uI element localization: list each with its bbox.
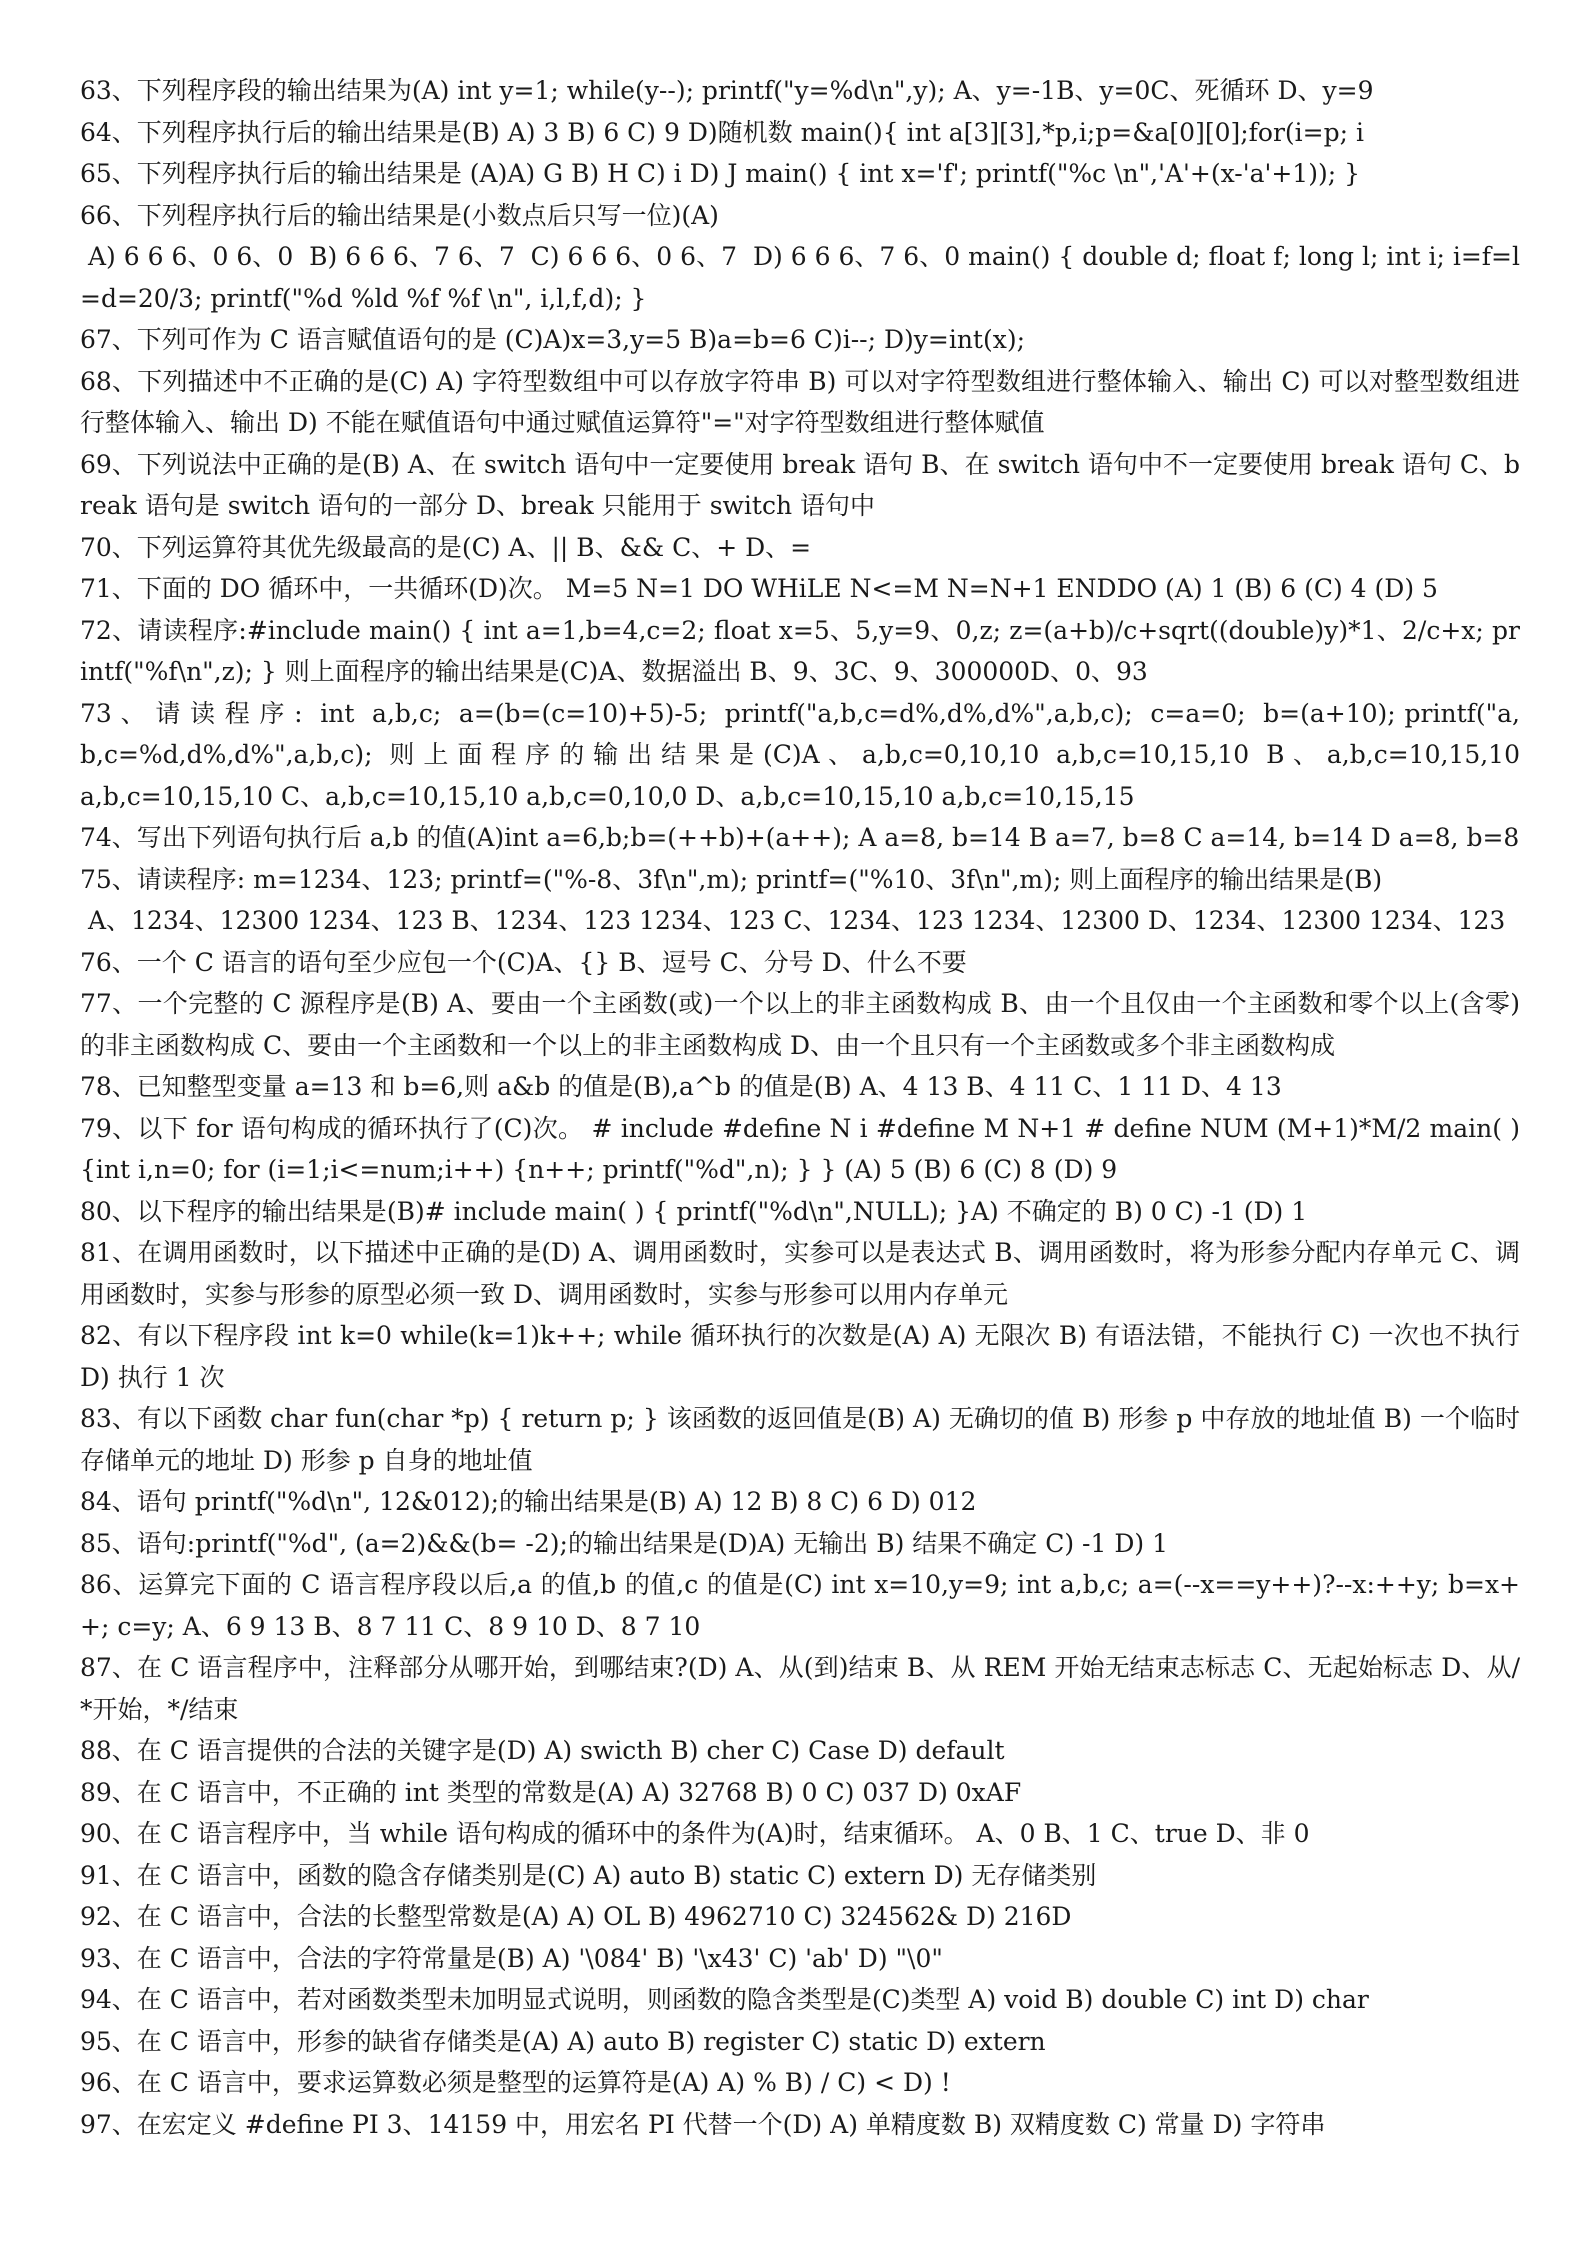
question-95: 95、在 C 语言中，形参的缺省存储类是(A) A) auto B) register C) static D) extern [80, 2026, 1046, 2056]
question-71: 71、下面的 DO 循环中，一共循环(D)次。 M=5 N=1 DO WHiLE N<=M N=N+1 ENDDO (A) 1 (B) 6 (C) 4 (D) 5 [80, 574, 1438, 603]
question-91: 91、在 C 语言中，函数的隐含存储类别是(C) A) auto B) static C) extern D) 无存储类别 [80, 1860, 1097, 1890]
question-81: 81、在调用函数时，以下描述中正确的是(D) A、调用函数时，实参可以是表达式 B、调用函数时，将为形参分配内存单元 C、调用函数时，实参与形参的原型必须一致 D、调用函数时，实参与形参可以用内存单元 [80, 1238, 1520, 1309]
question-75: 75、请读程序: m=1234、123; printf=("%-8、3f\n",m); printf=("%10、3f\n",m); 则上面程序的输出结果是(B) [80, 864, 1383, 894]
question-92: 92、在 C 语言中，合法的长整型常数是(A) A) OL B) 4962710 C) 324562& D) 216D [80, 1902, 1072, 1931]
question-73: 73 、 请 读 程 序 : int a,b,c; a=(b=(c=10)+5)-5; printf("a,b,c=d%,d%,d%",a,b,c); c=a=0; b=(a+10); printf("a,b,c=%d,d%,d%",a,b,c); 则 上 面 程 序 的 输 出 结 果 是 (C)A 、 a,b,c=0,10,10 a,b,c=10,15,10 B 、 a,b,c=10,15,10 a,b,c=10,15,10 C、a,b,c=10,15,10 a,b,c=0,10,0 D、a,b,c=10,15,10 a,b,c=10,15,15 [80, 698, 1528, 811]
question-72: 72、请读程序:#include main() { int a=1,b=4,c=2; float x=5、5,y=9、0,z; z=(a+b)/c+sqrt((double)y)*1、2/c+x; printf("%f\n",z); } 则上面程序的输出结果是(C)A、数据溢出 B、9、3C、9、300000D、0、93 [80, 615, 1520, 686]
question-87: 87、在 C 语言程序中，注释部分从哪开始，到哪结束?(D) A、从(到)结束 B、从 REM 开始无结束志标志 C、无起始标志 D、从/*开始，*/结束 [80, 1653, 1520, 1724]
question-96: 96、在 C 语言中，要求运算数必须是整型的运算符是(A) A) % B) / C) < D) ! [80, 2068, 951, 2097]
question-86: 86、运算完下面的 C 语言程序段以后,a 的值,b 的值,c 的值是(C) int x=10,y=9; int a,b,c; a=(--x==y++)?--x:++y; b=x++; c=y; A、6 9 13 B、8 7 11 C、8 9 10 D、8 7 10 [80, 1570, 1520, 1641]
question-70: 70、下列运算符其优先级最高的是(C) A、|| B、&& C、+ D、= [80, 532, 812, 562]
question-78: 78、已知整型变量 a=13 和 b=6,则 a&b 的值是(B),a^b 的值是(B) A、4 13 B、4 11 C、1 11 D、4 13 [80, 1072, 1282, 1101]
question-74: 74、写出下列语句执行后 a,b 的值(A)int a=6,b;b=(++b)+(a++); A a=8, b=14 B a=7, b=8 C a=14, b=14 D a=8, b=8 [80, 823, 1520, 852]
question-93: 93、在 C 语言中，合法的字符常量是(B) A) '\084' B) '\x43' C) 'ab' D) "\0" [80, 1943, 943, 1973]
question-77: 77、一个完整的 C 源程序是(B) A、要由一个主函数(或)一个以上的非主函数构成 B、由一个且仅由一个主函数和零个以上(含零)的非主函数构成 C、要由一个主函数和一个以上的非主函数构成 D、由一个且只有一个主函数或多个非主函数构成 [80, 989, 1520, 1060]
question-66: 66、下列程序执行后的输出结果是(小数点后只写一位)(A) [80, 200, 719, 230]
question-63: 63、下列程序段的输出结果为(A) int y=1; while(y--); printf("y=%d\n",y); A、y=-1B、y=0C、死循环 D、y=9 [80, 76, 1374, 105]
document-page [80, 70, 1528, 2145]
question-88: 88、在 C 语言提供的合法的关键字是(D) A) swicth B) cher C) Case D) default [80, 1736, 1005, 1765]
question-89: 89、在 C 语言中，不正确的 int 类型的常数是(A) A) 32768 B) 0 C) 037 D) 0xAF [80, 1777, 1022, 1807]
question-65: 65、下列程序执行后的输出结果是 (A)A) G B) H C) i D) J main() { int x='f'; printf("%c \n",'A'+(x-'a'+1)); } [80, 159, 1360, 188]
question-84: 84、语句 printf("%d\n", 12&012);的输出结果是(B) A) 12 B) 8 C) 6 D) 012 [80, 1487, 977, 1516]
question-75-options: A、1234、12300 1234、123 B、1234、123 1234、123 C、1234、123 1234、12300 D、1234、12300 1234、123 [80, 906, 1506, 935]
question-82: 82、有以下程序段 int k=0 while(k=1)k++; while 循环执行的次数是(A) A) 无限次 B) 有语法错，不能执行 C) 一次也不执行 D) 执行 1 次 [80, 1321, 1528, 1392]
question-67: 67、下列可作为 C 语言赋值语句的是 (C)A)x=3,y=5 B)a=b=6 C)i--; D)y=int(x); [80, 325, 1026, 354]
question-80: 80、以下程序的输出结果是(B)# include main( ) { printf("%d\n",NULL); }A) 不确定的 B) 0 C) -1 (D) 1 [80, 1196, 1308, 1226]
question-66-options: A) 6 6 6、0 6、0 B) 6 6 6、7 6、7 C) 6 6 6、0 6、7 D) 6 6 6、7 6、0 main() { double d; float f; long l; int i; i=f=l=d=20/3; printf("%d %ld %f %f \n", i,l,f,d); } [80, 242, 1520, 313]
question-76: 76、一个 C 语言的语句至少应包一个(C)A、{} B、逗号 C、分号 D、什么不要 [80, 947, 967, 977]
question-90: 90、在 C 语言程序中，当 while 语句构成的循环中的条件为(A)时，结束循环。 A、0 B、1 C、true D、非 0 [80, 1819, 1310, 1848]
question-64: 64、下列程序执行后的输出结果是(B) A) 3 B) 6 C) 9 D)随机数 main(){ int a[3][3],*p,i;p=&a[0][0];for(i=p; i [80, 117, 1364, 147]
question-97: 97、在宏定义 #define PI 3、14159 中，用宏名 PI 代替一个(D) A) 单精度数 B) 双精度数 C) 常量 D) 字符串 [80, 2109, 1326, 2139]
question-68: 68、下列描述中不正确的是(C) A) 字符型数组中可以存放字符串 B) 可以对字符型数组进行整体输入、输出 C) 可以对整型数组进行整体输入、输出 D) 不能在赋值语句中通过赋值运算符"="对字符型数组进行整体赋值 [80, 366, 1520, 437]
question-94: 94、在 C 语言中，若对函数类型未加明显式说明，则函数的隐含类型是(C)类型 A) void B) double C) int D) char [80, 1985, 1369, 2014]
question-83: 83、有以下函数 char fun(char *p) { return p; } 该函数的返回值是(B) A) 无确切的值 B) 形参 p 中存放的地址值 B) 一个临时存储单元的地址 D) 形参 p 自身的地址值 [80, 1404, 1520, 1475]
question-69: 69、下列说法中正确的是(B) A、在 switch 语句中一定要使用 break 语句 B、在 switch 语句中不一定要使用 break 语句 C、break 语句是 switch 语句的一部分 D、break 只能用于 switch 语句中 [80, 449, 1520, 520]
question-85: 85、语句:printf("%d", (a=2)&&(b= -2);的输出结果是(D)A) 无输出 B) 结果不确定 C) -1 D) 1 [80, 1528, 1168, 1558]
question-79: 79、以下 for 语句构成的循环执行了(C)次。 # include #define N i #define M N+1 # define NUM (M+1)*M/2 main( ) {int i,n=0; for (i=1;i<=num;i++) {n++; printf("%d",n); } } (A) 5 (B) 6 (C) 8 (D) 9 [80, 1113, 1528, 1184]
